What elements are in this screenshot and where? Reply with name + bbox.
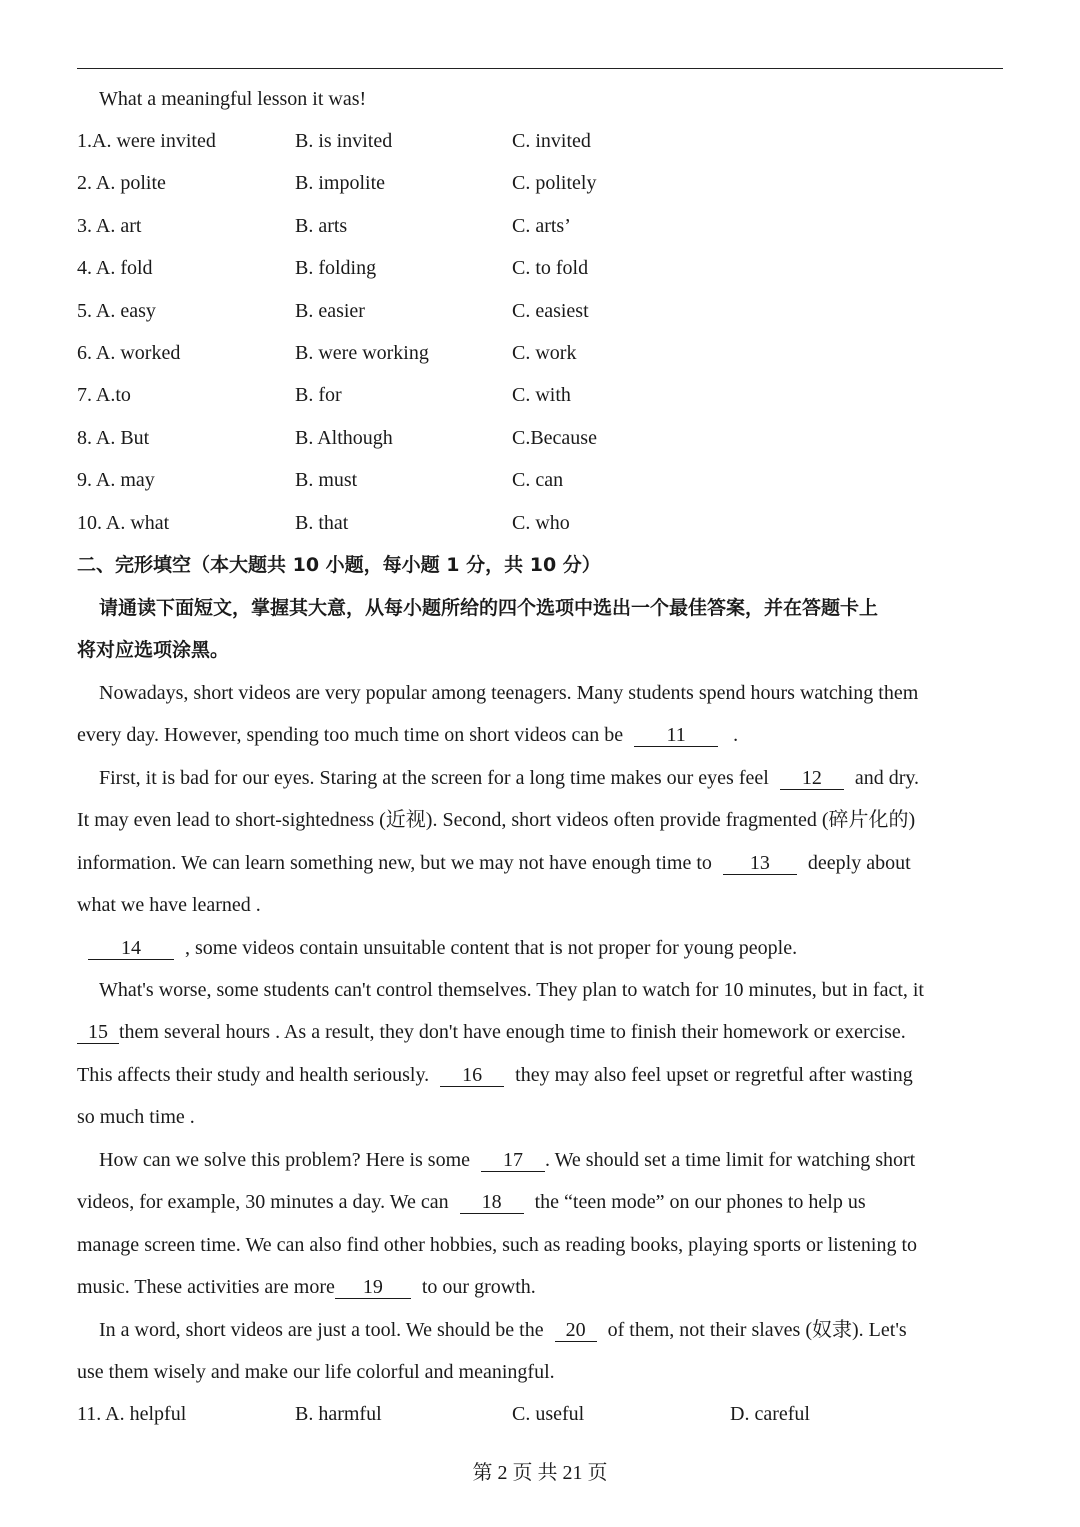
option-b: B. that xyxy=(295,512,349,534)
blank-12: 12 xyxy=(780,767,844,790)
blank-19: 19 xyxy=(335,1276,411,1299)
passage-line: use them wisely and make our life colorful and meaningful. xyxy=(77,1361,555,1383)
option-c: C. arts’ xyxy=(512,215,571,237)
option-row xyxy=(77,254,1007,282)
passage-line: videos, for example, 30 minutes a day. We can 18 the “teen mode” on our phones to help us xyxy=(77,1191,866,1213)
passage-line: information. We can learn something new, but we may not have enough time to 13 deeply about xyxy=(77,852,911,874)
option-a: 1.A. were invited xyxy=(77,130,216,152)
option-row xyxy=(77,297,1007,325)
passage-line: How can we solve this problem? Here is some 17 . We should set a time limit for watching short xyxy=(99,1149,916,1171)
blank-14: 14 xyxy=(88,937,174,960)
option-a: 9. A. may xyxy=(77,469,155,491)
option-b: B. for xyxy=(295,384,342,406)
option-c: C. politely xyxy=(512,172,597,194)
passage-line: This affects their study and health seriously. 16 they may also feel upset or regretful after wasting xyxy=(77,1064,913,1086)
passage-line: First, it is bad for our eyes. Staring at the screen for a long time makes our eyes feel 12 and dry. xyxy=(99,767,920,789)
blank-11: 11 xyxy=(634,724,718,747)
option-b: B. arts xyxy=(295,215,348,237)
option-b: B. easier xyxy=(295,300,365,322)
blank-16: 16 xyxy=(440,1064,504,1087)
option-c: C. useful xyxy=(512,1403,585,1425)
option-b: B. harmful xyxy=(295,1403,382,1425)
option-b: B. is invited xyxy=(295,130,393,152)
option-c: C.Because xyxy=(512,427,597,449)
option-a: 5. A. easy xyxy=(77,300,156,322)
option-row xyxy=(77,466,1007,494)
passage-line: so much time . xyxy=(77,1106,195,1128)
instruction-line-1: 请通读下面短文，掌握其大意，从每小题所给的四个选项中选出一个最佳答案，并在答题卡上 xyxy=(99,597,879,619)
passage-line: What's worse, some students can't control themselves. They plan to watch for 10 minutes, but in fact, it xyxy=(99,979,924,1001)
option-a: 11. A. helpful xyxy=(77,1403,187,1425)
option-c: C. work xyxy=(512,342,577,364)
intro-sentence: What a meaningful lesson it was! xyxy=(99,88,367,110)
passage-line: what we have learned . xyxy=(77,894,261,916)
passage-line: music. These activities are more 19 to our growth. xyxy=(77,1276,536,1298)
option-b: B. were working xyxy=(295,342,429,364)
option-a: 3. A. art xyxy=(77,215,142,237)
question-11-options xyxy=(77,1400,1007,1428)
option-c: C. invited xyxy=(512,130,591,152)
top-rule xyxy=(77,68,1003,69)
option-b: B. must xyxy=(295,469,358,491)
passage-line: 15 them several hours . As a result, they don't have enough time to finish their homework or exercise. xyxy=(77,1018,1007,1046)
option-a: 7. A.to xyxy=(77,384,131,406)
option-c: C. can xyxy=(512,469,564,491)
blank-18: 18 xyxy=(460,1191,524,1214)
option-b: B. folding xyxy=(295,257,377,279)
passage-line: 14 , some videos contain unsuitable content that is not proper for young people. xyxy=(77,934,1007,962)
passage-line: every day. However, spending too much time on short videos can be 11 . xyxy=(77,724,739,746)
option-row xyxy=(77,509,1007,537)
option-b: B. Although xyxy=(295,427,393,449)
option-a: 6. A. worked xyxy=(77,342,181,364)
passage-line: Nowadays, short videos are very popular among teenagers. Many students spend hours watching them xyxy=(99,682,919,704)
option-c: C. easiest xyxy=(512,300,589,322)
option-a: 2. A. polite xyxy=(77,172,166,194)
option-row xyxy=(77,212,1007,240)
passage-line: In a word, short videos are just a tool. We should be the 20 of them, not their slaves (奴隶). Let's xyxy=(99,1319,907,1341)
section-heading: 二、完形填空（本大题共 10 小题，每小题 1 分，共 10 分） xyxy=(77,554,601,576)
option-a: 8. A. But xyxy=(77,427,150,449)
option-row xyxy=(77,339,1007,367)
option-row xyxy=(77,381,1007,409)
option-c: C. who xyxy=(512,512,570,534)
passage-line: manage screen time. We can also find other hobbies, such as reading books, playing sports or listening to xyxy=(77,1234,918,1256)
option-row xyxy=(77,127,1007,155)
option-a: 4. A. fold xyxy=(77,257,153,279)
page-footer: 第 2 页 共 21 页 xyxy=(472,1462,608,1484)
option-d: D. careful xyxy=(730,1403,810,1425)
blank-20: 20 xyxy=(555,1319,597,1342)
instruction-line-2: 将对应选项涂黑。 xyxy=(77,639,230,661)
option-row xyxy=(77,169,1007,197)
option-c: C. with xyxy=(512,384,571,406)
option-a: 10. A. what xyxy=(77,512,170,534)
blank-13: 13 xyxy=(723,852,797,875)
passage-line: It may even lead to short-sightedness (近视). Second, short videos often provide fragmented (碎片化的) xyxy=(77,809,916,831)
option-row xyxy=(77,424,1007,452)
option-c: C. to fold xyxy=(512,257,589,279)
option-b: B. impolite xyxy=(295,172,385,194)
blank-17: 17 xyxy=(481,1149,545,1172)
blank-15: 15 xyxy=(77,1021,119,1044)
